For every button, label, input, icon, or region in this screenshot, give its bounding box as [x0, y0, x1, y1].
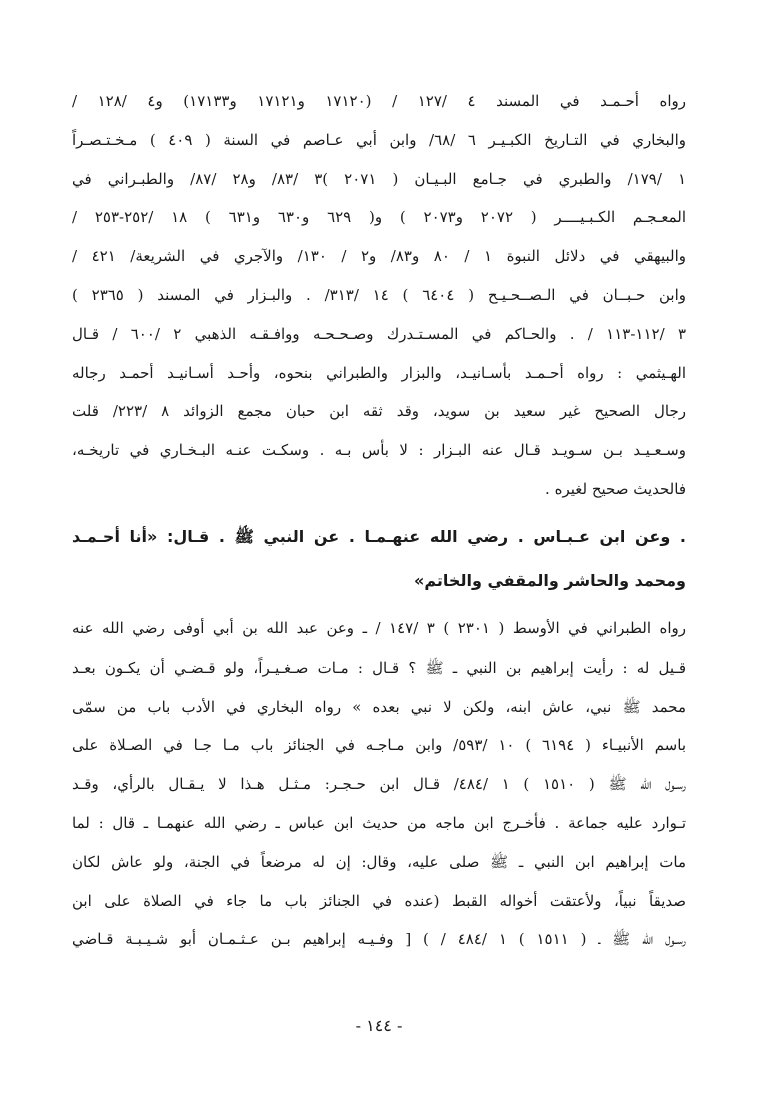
text-line: والبخاري في التـاريخ الكبـيـر ٦ /٦٨/ وابن أبي عـاصم في السنة ( ٤٠٩ ) مـخـتـصـراً — [72, 130, 686, 149]
text-line: مات إبراهيم ابن النبي ـ ﷺ صلى عليه، وقال: إن له مرضعاً في الجنة، ولو عاش لكان — [72, 852, 686, 871]
text-line: صديقاً نبياً، ولأعتقت أخواله القبط (عنده في الجنائز باب ما جاء في الصلاة على ابن — [72, 891, 686, 910]
hadith-text — [72, 515, 686, 603]
text-line: رواه الطبراني في الأوسط ( ٢٣٠١ ) ٣ /١٤٧ / ـ وعن عبد الله بن أبي أوفى رضي الله عنه — [72, 618, 686, 637]
page-content — [72, 82, 686, 959]
text-line: وسـعـيـد بـن سـويـد قـال عنه البـزار : لا بأس بـه . وسكـت عنـه البـخـاري في تاريخـه، — [72, 441, 686, 460]
text-line: والبيهقي في دلائل النبوة ١ / ٨٠ و٨٣/ و٢ / ١٣٠/ والآجري في الشريعة/ ٤٢١ / — [72, 247, 686, 266]
text-line: ١ /١٧٩/ والطبري في جـامع البـيـان ( ٢٠٧١ )٣ /٨٣/ و٢٨ /٨٧/ والطبـراني في — [72, 169, 686, 188]
takhrij-paragraph-2 — [72, 609, 686, 959]
text-line: المعـجـم الكـبـيــــر ( ٢٠٧٢ و٢٠٧٣ ) و( ٦٢٩ و٦٣٠ و٦٣١ ) ١٨ /٢٥٢-٢٥٣ / — [72, 208, 686, 227]
text-line: محمد ﷺ نبي، عاش ابنه، ولكن لا نبي بعده » رواه البخاري في الأدب باب من سمّى — [72, 697, 686, 716]
takhrij-paragraph-1 — [72, 82, 686, 509]
text-line: رجال الصحيح غير سعيد بن سويد، وقد ثقه ابن حبان مجمع الزوائد ٨ /٢٢٣/ قلت — [72, 402, 686, 421]
text-line: رواه أحـمـد في المسند ٤ /١٢٧ / (١٧١٢٠ و١٧١٢١ و١٧١٣٣) و٤ /١٢٨ / — [72, 92, 686, 110]
hadith-line: ومحمد والحاشر والمقفي والخاتم» — [414, 570, 686, 590]
text-line: قـيل له : رأيت إبراهيم بن النبي ـ ﷺ ؟ قـال : مـات صـغـيـراً، ولو قـضـي أن يكـون بعـد — [72, 658, 686, 677]
text-line: الهـيثمي : رواه أحـمـد بأسـانيـد، والبزار والطبراني بنحوه، وأحـد أسـانيـد أحمـد رجاله — [72, 363, 686, 382]
text-line: باسم الأنبيـاء ( ٦١٩٤ ) ١٠ /٥٩٣/ وابن مـاجـه في الجنائز باب مـا جـا في الصـلاة على — [72, 736, 686, 755]
text-line: رسـول الله ﷺ ـ ( ١٥١١ ) ١ /٤٨٤ / ) [ وفـيـه إبراهيم بـن عـثـمـان أبو شـيـبـة قـاضي — [72, 930, 686, 949]
hadith-line: . وعن ابن عـبـاس . رضي الله عنهـمـا . عن النبي ﷺ . قـال: «أنا أحـمـد — [72, 526, 686, 546]
text-line: ٣ /١١٢-١١٣ / . والحـاكم في المسـتـدرك وصـحـحـه ووافـقـه الذهبي ٢ /٦٠٠ / قـال — [72, 324, 686, 343]
text-line: وابن حـبــان في الـصــحـيـح ( ٦٤٠٤ ) ١٤ /٣١٣/ . والبـزار في المسند ( ٢٣٦٥ ) — [72, 285, 686, 304]
text-line: تـوارد عليه جماعة . فأخـرج ابن ماجه من حديث ابن عباس ـ رضي الله عنهمـا ـ قال : لما — [72, 813, 686, 832]
text-line: فالحديث صحيح لغيره . — [545, 479, 686, 498]
text-line: رسـول الله ﷺ ( ١٥١٠ ) ١ /٤٨٤/ قـال ابن حـجـر: مـثـل هـذا لا يـقـال بالرأي، وقـد — [72, 775, 686, 794]
page-number: - ١٤٤ - — [355, 1016, 403, 1035]
